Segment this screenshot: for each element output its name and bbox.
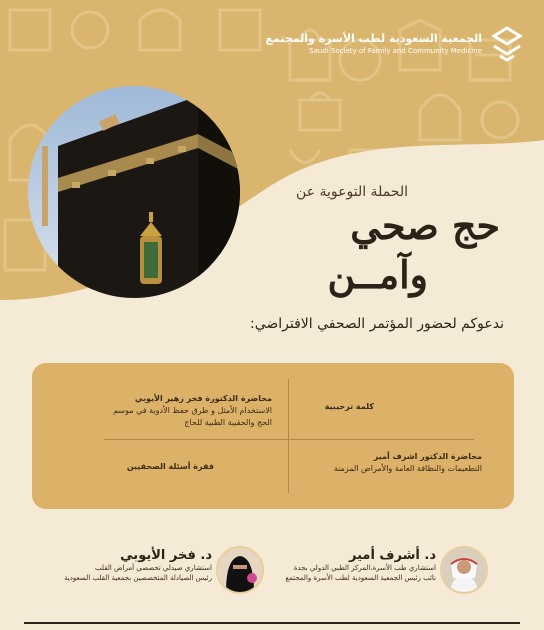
agenda-divider-horizontal (104, 439, 474, 440)
speaker-fakhr (12, 548, 212, 583)
agenda-lecture-fakhr-line2: الحج والحقيبة الطبية للحاج (184, 418, 272, 427)
agenda-welcome: كلمة ترحيبية (324, 402, 374, 411)
agenda-press-questions: فقرة أسئلة الصحفيين (126, 462, 214, 471)
kaaba-image (28, 86, 240, 298)
speaker-ashraf-line1: استشاري طب الأسرة،المركز الطبي الدولي بجدة (293, 564, 436, 572)
woman-avatar-icon (218, 548, 262, 592)
man-avatar-icon (442, 548, 486, 592)
org-name-english: Saudi Society of Family and Community Medicine (309, 47, 482, 55)
speaker-ashraf-name: د. أشرف أمير (349, 548, 436, 563)
campaign-title-line1: حج صحي (350, 203, 500, 248)
invitation-text: ندعوكم لحضور المؤتمر الصحفي الافتراضي: (249, 316, 504, 332)
org-name-arabic: الجمعية السعودية لطب الأسرة والمجتمع (265, 32, 482, 45)
agenda-lecture-ashraf-title: محاضرة الدكتور اشرف أمير (373, 452, 482, 461)
agenda-lecture-ashraf-line1: التطعيمات والنظافة العامة والأمراض المزمنة (333, 464, 482, 473)
speaker-ashraf-avatar (440, 546, 488, 594)
speaker-fakhr-name: د. فخر الأيوبي (120, 548, 212, 563)
kaaba-photo (28, 86, 240, 298)
organization-logo (265, 24, 524, 64)
campaign-title-line2: وآمــن (327, 252, 428, 297)
agenda-lecture-ashraf (282, 451, 482, 475)
campaign-label: الحملة التوعوية عن (296, 184, 408, 200)
speaker-fakhr-avatar (216, 546, 264, 594)
agenda-lecture-fakhr-title: محاضرة الدكتورة فخر زهير الأيوبي (134, 394, 272, 403)
agenda-lecture-fakhr (72, 393, 272, 429)
bottom-divider (24, 622, 520, 624)
speaker-ashraf-line2: نائب رئيس الجمعية السعودية لطب الأسرة والمجتمع (285, 574, 436, 582)
agenda-divider-vertical (288, 379, 289, 493)
speaker-fakhr-line2: رئيس الصيادلة المتخصصين بجمعية القلب السعودية (64, 574, 212, 582)
agenda-box (32, 363, 514, 509)
agenda-lecture-fakhr-line1: الاستخدام الأمثل و طرق حفظ الأدوية في موسم (113, 406, 272, 415)
ssfcm-logo-icon (490, 24, 524, 64)
speaker-fakhr-line1: استشاري صيدلي تخصصي أمراض القلب (95, 564, 212, 572)
